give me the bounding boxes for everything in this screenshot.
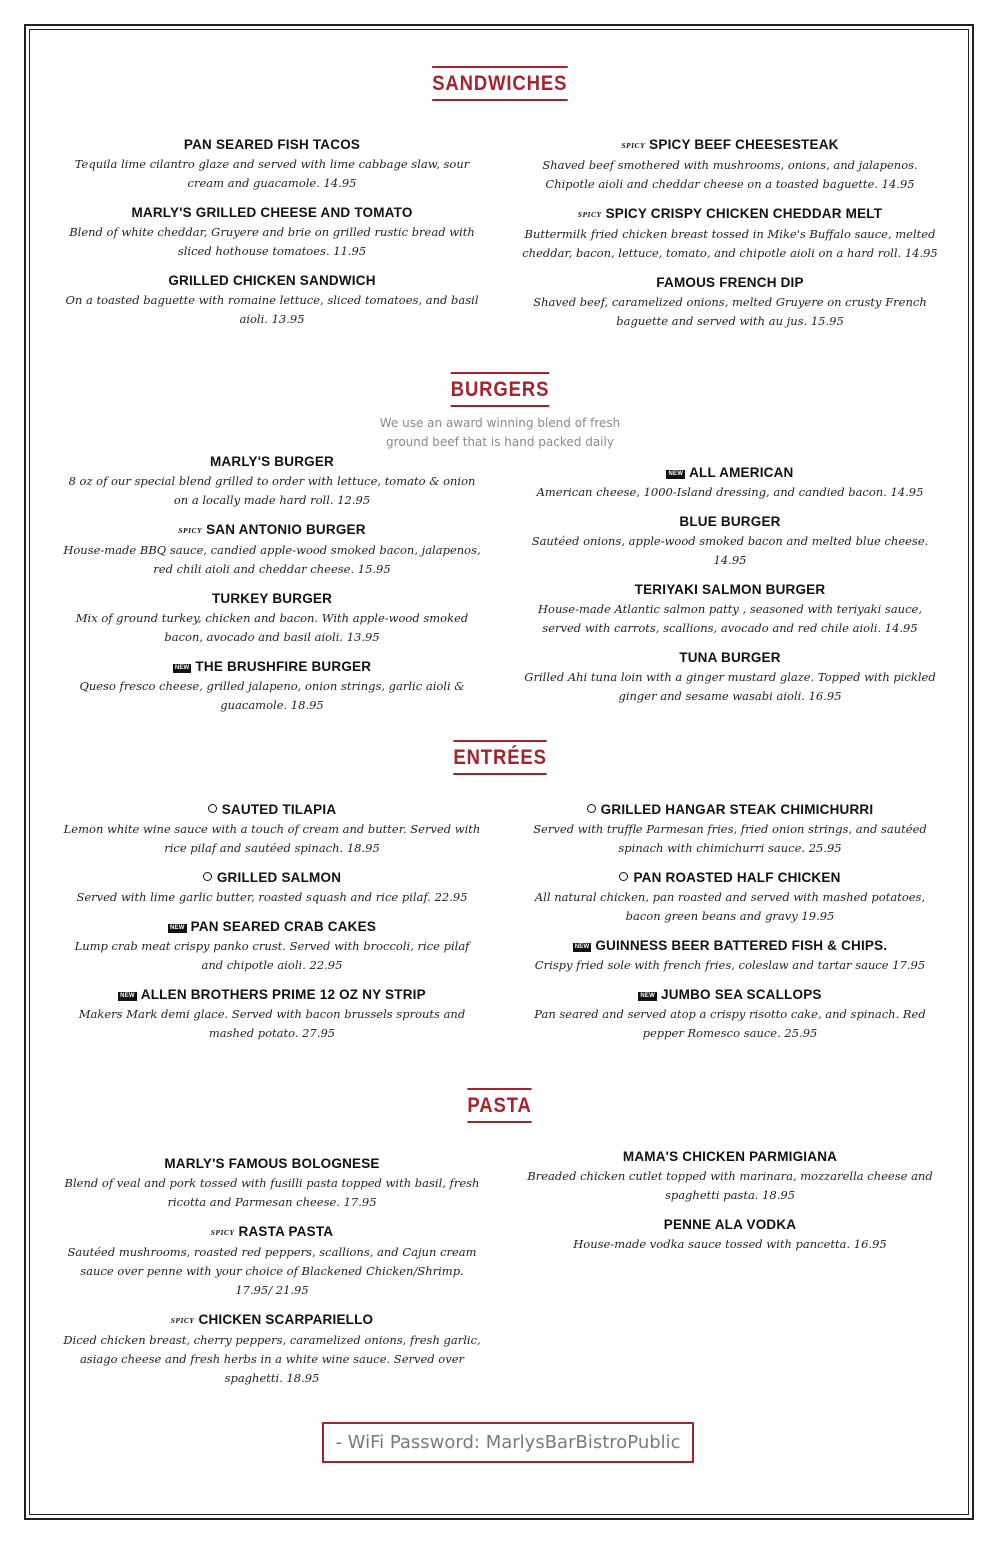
burgers-right-column (520, 463, 940, 716)
pasta-left-column (62, 1154, 482, 1398)
menu-item (520, 463, 940, 502)
section-burgers-header (0, 372, 1000, 407)
menu-item-header (62, 203, 482, 223)
menu-item-header (520, 936, 940, 956)
menu-item-description: Breaded chicken cutlet topped with marinara, mozzarella cheese and spaghetti pasta. 18.95 (527, 1169, 933, 1202)
gluten-free-icon (587, 804, 596, 813)
menu-item-header (62, 271, 482, 291)
menu-item-header (520, 985, 940, 1005)
menu-item-name: SPICY CRISPY CHICKEN CHEDDAR MELT (605, 206, 883, 221)
menu-item-description: All natural chicken, pan roasted and served with mashed potatoes, bacon green beans and gravy 19.95 (534, 890, 926, 923)
section-title: SANDWICHES (432, 66, 567, 101)
menu-item (520, 273, 940, 331)
menu-item-header (62, 452, 482, 472)
pasta-right-column (520, 1147, 940, 1264)
menu-item-header (520, 868, 940, 888)
menu-item-name: FAMOUS FRENCH DIP (656, 275, 804, 290)
menu-item-description: House-made BBQ sauce, candied apple-wood smoked bacon, jalapenos, red chili aioli and cheddar cheese. 15.95 (63, 543, 481, 576)
new-badge: NEW (174, 665, 190, 671)
new-badge: NEW (169, 925, 185, 931)
entrees-right-column (520, 800, 940, 1053)
gluten-free-icon (203, 872, 212, 881)
menu-item-header (520, 512, 940, 532)
menu-item (520, 985, 940, 1043)
menu-item-name: SPICY BEEF CHEESESTEAK (649, 137, 839, 152)
menu-item-header (520, 800, 940, 820)
menu-item (520, 936, 940, 975)
menu-item-header (62, 520, 482, 541)
menu-item-description: House-made Atlantic salmon patty , seasoned with teriyaki sauce, served with carrots, scallions, avocado and red chile aioli. 14.95 (538, 602, 922, 635)
menu-item-description: Grilled Ahi tuna loin with a ginger mustard glaze. Topped with pickled ginger and sesame wasabi aioli. 16.95 (524, 670, 936, 703)
gluten-free-icon (619, 872, 628, 881)
menu-item (62, 452, 482, 510)
menu-item-header (62, 868, 482, 888)
menu-item-header (62, 1222, 482, 1243)
menu-item-description: Makers Mark demi glace. Served with bacon brussels sprouts and mashed potato. 27.95 (78, 1007, 466, 1040)
menu-item-description: Served with lime garlic butter, roasted squash and rice pilaf. 22.95 (76, 890, 468, 904)
menu-item (62, 1222, 482, 1300)
menu-item-name: MARLY'S FAMOUS BOLOGNESE (164, 1156, 380, 1171)
menu-item-header (520, 204, 940, 225)
menu-item (520, 648, 940, 706)
menu-item-name: GRILLED SALMON (216, 870, 342, 885)
menu-item-header (520, 1215, 940, 1235)
menu-item (520, 1147, 940, 1205)
menu-item-description: Queso fresco cheese, grilled jalapeno, onion strings, garlic aioli & guacamole. 18.95 (79, 679, 465, 712)
menu-item-header (520, 135, 940, 156)
sandwiches-left-column (62, 135, 482, 339)
new-badge: NEW (120, 993, 135, 999)
menu-item-description: Sautéed onions, apple-wood smoked bacon and melted blue cheese. 14.95 (531, 534, 929, 567)
menu-item-description: Lemon white wine sauce with a touch of cream and butter. Served with rice pilaf and sautéed spinach. 18.95 (63, 822, 481, 855)
menu-item-header (520, 1147, 940, 1167)
new-badge: NEW (574, 944, 590, 950)
menu-item (520, 204, 940, 263)
menu-item-description: 8 oz of our special blend grilled to order with lettuce, tomato & onion on a locally made hard roll. 12.95 (68, 474, 476, 507)
section-title: BURGERS (451, 372, 550, 407)
menu-item (62, 271, 482, 329)
menu-item-name: MAMA'S CHICKEN PARMIGIANA (622, 1149, 838, 1164)
menu-item-name: PENNE ALA VODKA (663, 1217, 797, 1232)
menu-item-name: ALL AMERICAN (689, 465, 794, 480)
menu-item-header (62, 1310, 482, 1331)
menu-item-header (62, 135, 482, 155)
entrees-left-column (62, 800, 482, 1053)
menu-item (520, 580, 940, 638)
menu-item-name: PAN ROASTED HALF CHICKEN (633, 870, 841, 885)
menu-item-header (62, 589, 482, 609)
section-pasta-header (0, 1088, 1000, 1123)
menu-item (62, 520, 482, 579)
menu-item-name: ALLEN BROTHERS PRIME 12 OZ NY STRIP (140, 987, 426, 1002)
menu-item-description: Served with truffle Parmesan fries, fried onion strings, and sautéed spinach with chimichurri sauce. 25.95 (533, 822, 927, 855)
menu-item-name: GUINNESS BEER BATTERED FISH & CHIPS. (595, 938, 888, 953)
menu-item (62, 1310, 482, 1388)
menu-item-name: PAN SEARED CRAB CAKES (190, 919, 377, 934)
new-badge: NEW (640, 993, 655, 999)
gluten-free-icon (208, 804, 217, 813)
menu-item (62, 589, 482, 647)
menu-item-description: Sautéed mushrooms, roasted red peppers, scallions, and Cajun cream sauce over penne with your choice of Blackened Chicken/Shrimp. 17.95/ 21.95 (67, 1245, 477, 1297)
menu-item-description: Blend of white cheddar, Gruyere and brie on grilled rustic bread with sliced hothouse tomatoes. 11.95 (69, 225, 475, 258)
menu-item-description: Shaved beef smothered with mushrooms, onions, and jalapenos. Chipotle aioli and cheddar cheese on a toasted baguette. 14.95 (542, 158, 918, 191)
section-entrees-header (0, 740, 1000, 775)
menu-item-name: JUMBO SEA SCALLOPS (660, 987, 822, 1002)
menu-item-header (62, 800, 482, 820)
sandwiches-right-column (520, 135, 940, 341)
menu-item (62, 868, 482, 907)
menu-item (520, 1215, 940, 1254)
menu-item (520, 512, 940, 570)
menu-item-name: PAN SEARED FISH TACOS (183, 137, 361, 152)
menu-item-name: MARLY'S BURGER (209, 454, 335, 469)
menu-item-name: SAUTED TILAPIA (221, 802, 337, 817)
menu-item-header (520, 580, 940, 600)
burgers-left-column (62, 452, 482, 725)
menu-item-name: CHICKEN SCARPARIELLO (198, 1312, 374, 1327)
burgers-note-line: We use an award winning blend of fresh (379, 416, 621, 430)
menu-item-header (62, 1154, 482, 1174)
menu-item-name: GRILLED HANGAR STEAK CHIMICHURRI (600, 802, 874, 817)
menu-item-name: TERIYAKI SALMON BURGER (634, 582, 826, 597)
menu-item-description: Diced chicken breast, cherry peppers, caramelized onions, fresh garlic, asiago cheese and fresh herbs in a white wine sauce. Served over spaghetti. 18.95 (63, 1333, 481, 1385)
menu-item-description: American cheese, 1000-Island dressing, and candied bacon. 14.95 (536, 485, 924, 499)
menu-item (62, 917, 482, 975)
menu-item-header (520, 648, 940, 668)
menu-item-description: Blend of veal and pork tossed with fusilli pasta topped with basil, fresh ricotta and Parmesan cheese. 17.95 (64, 1176, 480, 1209)
wifi-password-box: - WiFi Password: MarlysBarBistroPublic (322, 1422, 694, 1463)
menu-item-header (62, 917, 482, 937)
spicy-tag: SPICY (577, 210, 602, 219)
menu-item-description: Mix of ground turkey, chicken and bacon. With apple-wood smoked bacon, avocado and basil aioli. 13.95 (75, 611, 469, 644)
menu-item-description: Tequila lime cilantro glaze and served with lime cabbage slaw, sour cream and guacamole. 14.95 (74, 157, 470, 190)
section-title: PASTA (468, 1088, 532, 1123)
menu-item-description: House-made vodka sauce tossed with pancetta. 16.95 (573, 1237, 887, 1251)
new-badge: NEW (668, 471, 684, 477)
menu-item-header (62, 657, 482, 677)
menu-item (62, 985, 482, 1043)
menu-item (520, 868, 940, 926)
menu-item (62, 1154, 482, 1212)
spicy-tag: SPICY (210, 1228, 235, 1237)
menu-item (62, 135, 482, 193)
menu-item-header (62, 985, 482, 1005)
menu-item-description: Shaved beef, caramelized onions, melted Gruyere on crusty French baguette and served with au jus. 15.95 (533, 295, 927, 328)
menu-item-name: MARLY'S GRILLED CHEESE AND TOMATO (131, 205, 413, 220)
menu-item-name: SAN ANTONIO BURGER (206, 522, 366, 537)
section-title: ENTRÉES (453, 740, 546, 775)
burgers-note (0, 414, 1000, 452)
menu-item-name: BLUE BURGER (679, 514, 781, 529)
menu-item (62, 203, 482, 261)
menu-item-description: Crispy fried sole with french fries, coleslaw and tartar sauce 17.95 (534, 958, 926, 972)
menu-item-description: On a toasted baguette with romaine lettuce, sliced tomatoes, and basil aioli. 13.95 (65, 293, 479, 326)
menu-item-description: Lump crab meat crispy panko crust. Served with broccoli, rice pilaf and chipotle aioli. 22.95 (74, 939, 470, 972)
spicy-tag: SPICY (178, 526, 203, 535)
menu-item (62, 800, 482, 858)
spicy-tag: SPICY (621, 141, 646, 150)
menu-item-description: Buttermilk fried chicken breast tossed in Mike's Buffalo sauce, melted cheddar, bacon, lettuce, tomato, and chipotle aioli on a hard roll. 14.95 (522, 227, 938, 260)
menu-item-name: TUNA BURGER (679, 650, 781, 665)
menu-item-name: THE BRUSHFIRE BURGER (195, 659, 372, 674)
menu-item-name: RASTA PASTA (238, 1224, 334, 1239)
menu-item-name: TURKEY BURGER (211, 591, 333, 606)
spicy-tag: SPICY (170, 1316, 195, 1325)
burgers-note-line: ground beef that is hand packed daily (386, 435, 614, 449)
section-sandwiches-header (0, 66, 1000, 101)
menu-item (62, 657, 482, 715)
menu-item (520, 800, 940, 858)
menu-item-description: Pan seared and served atop a crispy risotto cake, and spinach. Red pepper Romesco sauce. 25.95 (534, 1007, 926, 1040)
menu-item (520, 135, 940, 194)
menu-item-header (520, 273, 940, 293)
menu-item-name: GRILLED CHICKEN SANDWICH (168, 273, 376, 288)
menu-item-header (520, 463, 940, 483)
